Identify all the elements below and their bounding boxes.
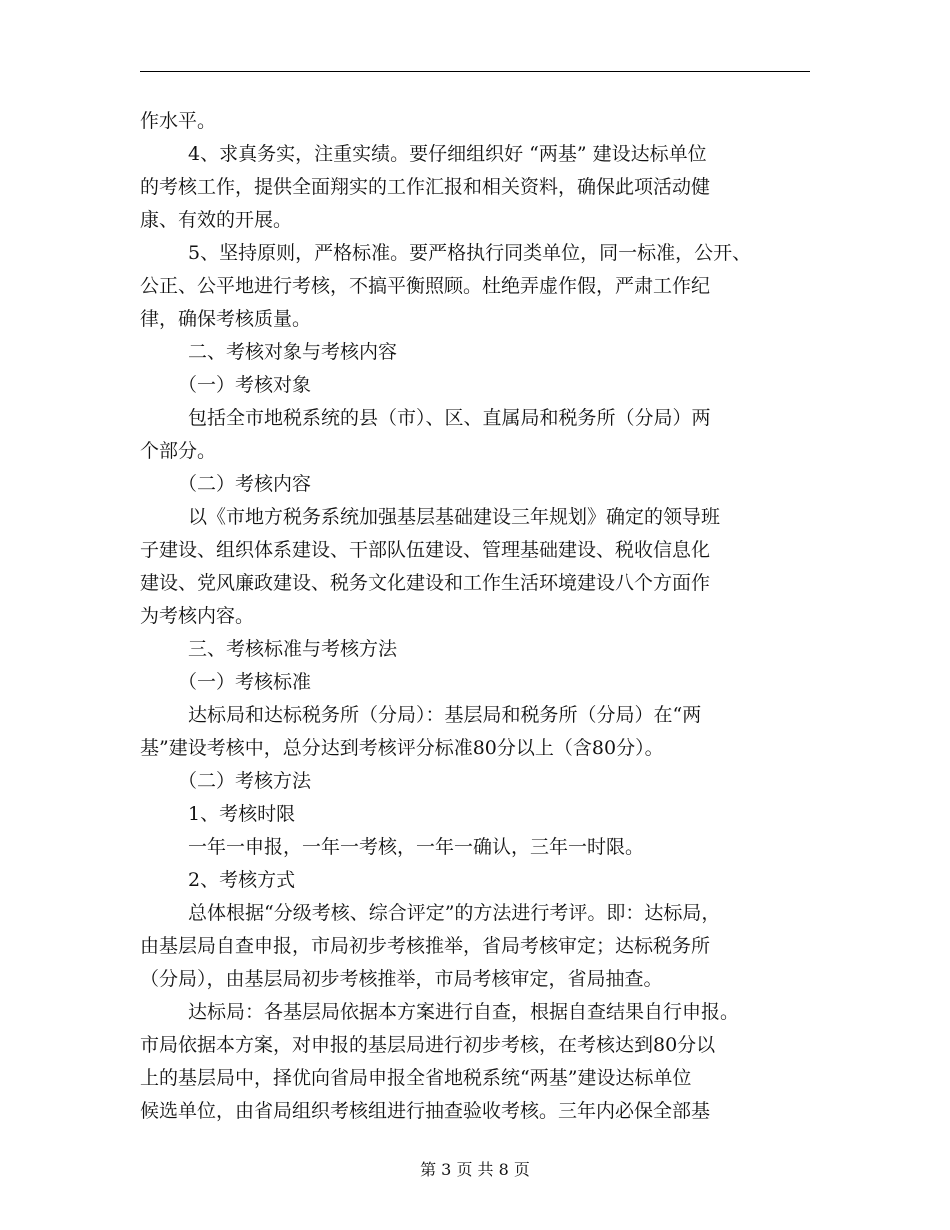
text-line: 为考核内容。 <box>140 605 255 627</box>
text-line: 1、考核时限 <box>188 803 296 825</box>
subsection-heading: （二）考核方法 <box>178 770 312 792</box>
text-line: 作水平。 <box>140 110 217 132</box>
text-line: 总体根据“分级考核、综合评定”的方法进行考评。即：达标局， <box>188 902 721 924</box>
text-line: 4、求真务实，注重实绩。要仔细组织好 “两基” 建设达标单位 <box>188 143 707 165</box>
page-footer: 第 3 页 共 8 页 <box>420 1160 530 1179</box>
text-line: 达标局：各基层局依据本方案进行自查，根据自查结果自行申报。 <box>188 1001 740 1023</box>
text-line: 个部分。 <box>140 440 217 462</box>
text-line: 建设、党风廉政建设、税务文化建设和工作生活环境建设八个方面作 <box>140 572 711 594</box>
text-line: 达标局和达标税务所（分局）：基层局和税务所（分局）在“两 <box>188 704 702 726</box>
subsection-heading: （一）考核对象 <box>178 374 312 396</box>
text-line: 康、有效的开展。 <box>140 209 293 231</box>
text-line: 律，确保考核质量。 <box>140 308 312 330</box>
text-line: 子建设、组织体系建设、干部队伍建设、管理基础建设、税收信息化 <box>140 539 711 561</box>
text-line: 包括全市地税系统的县（市）、区、直属局和税务所（分局）两 <box>188 407 711 429</box>
subsection-heading: （一）考核标准 <box>178 671 312 693</box>
text-line: 候选单位，由省局组织考核组进行抽查验收考核。三年内必保全部基 <box>140 1100 711 1122</box>
text-line: 市局依据本方案，对申报的基层局进行初步考核，在考核达到80分以 <box>140 1034 716 1056</box>
text-line: （分局），由基层局初步考核推举，市局考核审定，省局抽查。 <box>140 968 663 990</box>
subsection-heading: （二）考核内容 <box>178 473 312 495</box>
text-line: 上的基层局中，择优向省局申报全省地税系统“两基”建设达标单位 <box>140 1067 692 1089</box>
text-line: 2、考核方式 <box>188 869 296 891</box>
section-heading: 三、考核标准与考核方法 <box>188 638 398 660</box>
section-heading: 二、考核对象与考核内容 <box>188 341 398 363</box>
text-line: 基”建设考核中，总分达到考核评分标准80分以上（含80分）。 <box>140 737 664 759</box>
text-line: 公正、公平地进行考核，不搞平衡照顾。杜绝弄虚作假，严肃工作纪 <box>140 275 711 297</box>
text-line: 的考核工作，提供全面翔实的工作汇报和相关资料，确保此项活动健 <box>140 176 711 198</box>
text-line: 由基层局自查申报，市局初步考核推举，省局考核审定；达标税务所 <box>140 935 711 957</box>
text-line: 5、坚持原则，严格标准。要严格执行同类单位，同一标准，公开、 <box>188 242 752 264</box>
header-rule <box>140 71 810 72</box>
text-line: 一年一申报，一年一考核，一年一确认，三年一时限。 <box>188 836 645 858</box>
text-line: 以《市地方税务系统加强基层基础建设三年规划》确定的领导班 <box>188 506 721 528</box>
